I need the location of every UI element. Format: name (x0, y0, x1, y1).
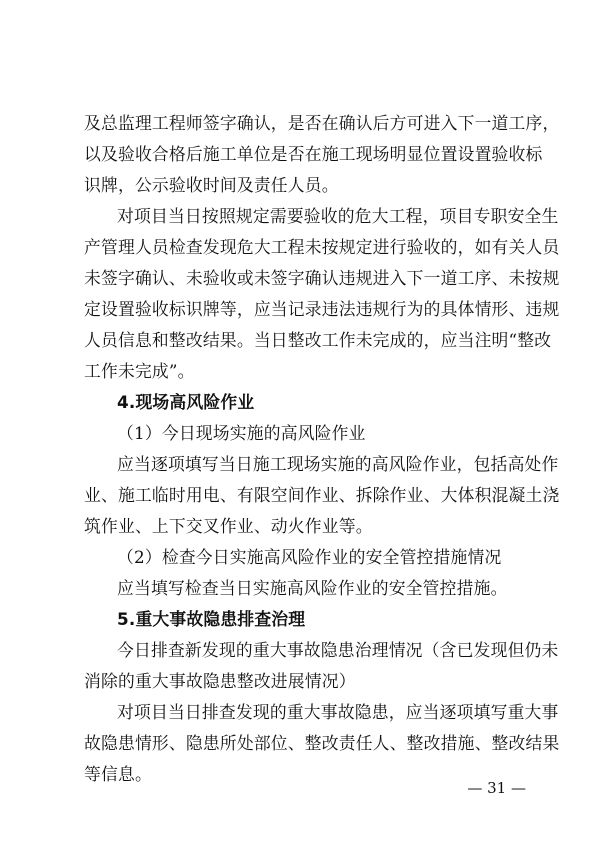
body-text-line: 定设置验收标识牌等，应当记录违法违规行为的具体情形、违规 (84, 299, 560, 319)
body-text-line: 筑作业、上下交叉作业、动火作业等。 (84, 516, 373, 536)
section-heading: 5.重大事故隐患排查治理 (117, 609, 306, 629)
body-text-line: 工作未完成”。 (84, 361, 195, 381)
subsection-heading: （2）检查今日实施高风险作业的安全管控措施情况 (117, 547, 502, 567)
body-text-line: 以及验收合格后施工单位是否在施工现场明显位置设置验收标 (84, 144, 543, 164)
body-text-line: 产管理人员检查发现危大工程未按规定进行验收的，如有关人员 (84, 237, 560, 257)
body-text-line: 应当填写检查当日实施高风险作业的安全管控措施。 (117, 578, 508, 598)
body-text-line: 消除的重大事故隐患整改进展情况） (84, 671, 356, 691)
body-text-line: 人员信息和整改结果。当日整改工作未完成的，应当注明“整改 (84, 330, 552, 350)
body-text-line: 业、施工临时用电、有限空间作业、拆除作业、大体积混凝土浇 (84, 485, 560, 505)
section-heading: 4.现场高风险作业 (117, 392, 255, 412)
body-text-line: 及总监理工程师签字确认，是否在确认后方可进入下一道工序， (84, 113, 560, 133)
page-number: — 31 — (467, 779, 526, 797)
body-text-line: 识牌，公示验收时间及责任人员。 (84, 175, 339, 195)
body-text-line: 今日排查新发现的重大事故隐患治理情况（含已发现但仍未 (117, 640, 559, 660)
body-text-line: 对项目当日排查发现的重大事故隐患，应当逐项填写重大事 (117, 702, 559, 722)
subsection-heading: （1）今日现场实施的高风险作业 (117, 423, 366, 443)
body-text-line: 故隐患情形、隐患所处部位、整改责任人、整改措施、整改结果 (84, 733, 560, 753)
body-text-line: 未签字确认、未验收或未签字确认违规进入下一道工序、未按规 (84, 268, 560, 288)
body-text-line: 等信息。 (84, 764, 152, 784)
body-text-line: 应当逐项填写当日施工现场实施的高风险作业，包括高处作 (117, 454, 559, 474)
body-text-line: 对项目当日按照规定需要验收的危大工程，项目专职安全生 (117, 206, 559, 226)
